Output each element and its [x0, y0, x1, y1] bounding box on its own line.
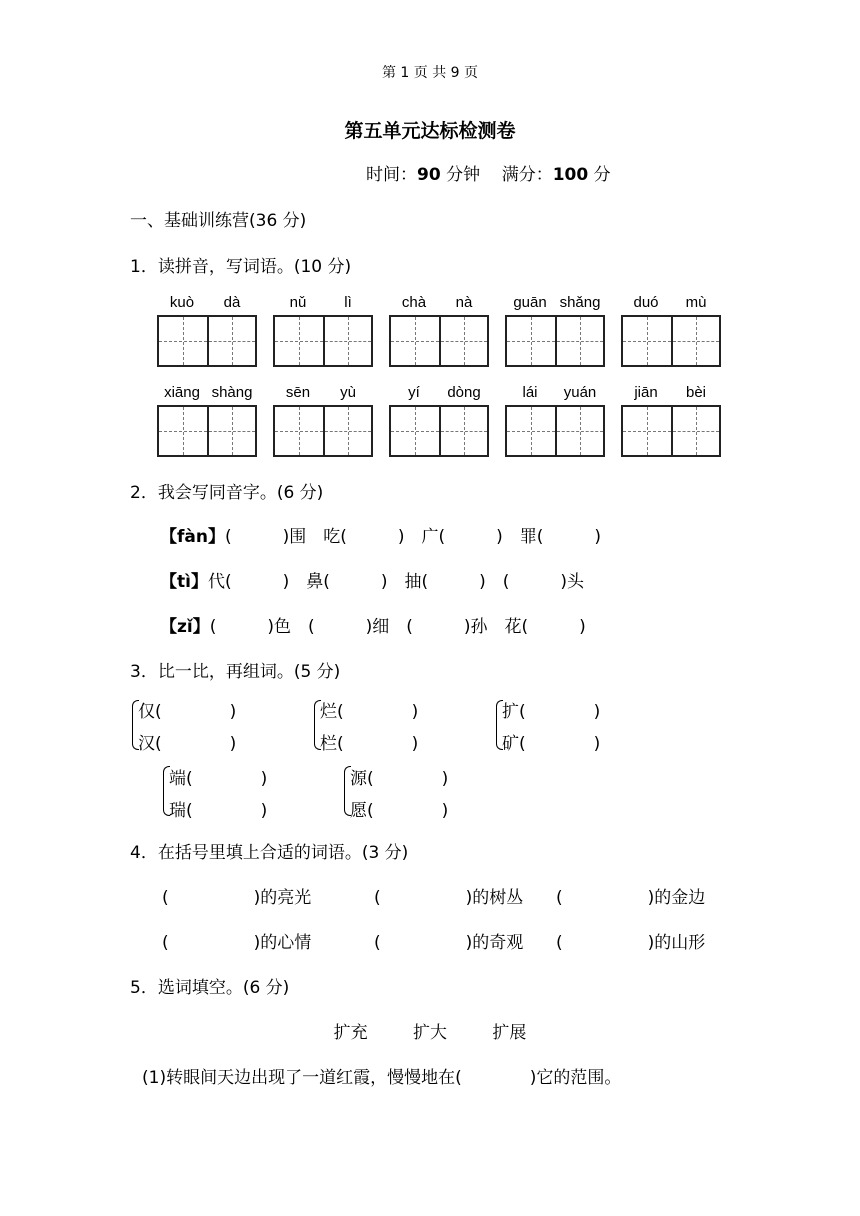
q2-label: 【fàn】: [160, 527, 225, 547]
q5-sentence-1: (1)转眼间天边出现了一道红霞，慢慢地在( )它的范围。: [142, 1068, 622, 1088]
grid-cell[interactable]: [207, 317, 255, 365]
grid-cell[interactable]: [275, 317, 323, 365]
pinyin-label: dòng: [447, 384, 481, 401]
q5-option: 扩充: [333, 1023, 368, 1043]
q2-line-fan: [160, 522, 601, 547]
q5-heading: 5．选词填空。(6 分): [130, 978, 290, 998]
q2-text: 代( ) 鼻( ) 抽( ) ( )头: [207, 572, 585, 592]
grid-cell[interactable]: [507, 317, 555, 365]
q3-item: 愿( ): [350, 801, 449, 821]
q3-item: 仅( ): [138, 702, 237, 722]
q3-item: 矿( ): [502, 734, 601, 754]
q2-label: 【tì】: [160, 572, 208, 592]
writing-grid[interactable]: [157, 315, 257, 367]
q3-item: 栏( ): [320, 734, 419, 754]
q5-options: [0, 1018, 860, 1043]
q4-item: ( )的山形: [556, 933, 706, 953]
q3-item: 烂( ): [320, 702, 419, 722]
writing-grid[interactable]: [389, 315, 489, 367]
score-label: 满分：: [501, 165, 553, 185]
q3-heading: 3．比一比，再组词。(5 分): [130, 662, 341, 682]
writing-grid[interactable]: [157, 405, 257, 457]
q3-item: 瑞( ): [169, 801, 268, 821]
grid-cell[interactable]: [207, 407, 255, 455]
grid-cell[interactable]: [671, 317, 719, 365]
time-value: 90: [417, 165, 441, 185]
part1-heading: 一、基础训练营(36 分): [130, 211, 307, 231]
time-label: 时间：: [366, 165, 417, 185]
q4-item: ( )的金边: [556, 888, 706, 908]
q4-heading: 4．在括号里填上合适的词语。(3 分): [130, 843, 409, 863]
q5-option: 扩展: [492, 1023, 527, 1043]
grid-cell[interactable]: [555, 317, 603, 365]
grid-cell[interactable]: [623, 317, 671, 365]
pinyin-label: nǔ: [289, 294, 307, 311]
pinyin-label: nà: [455, 294, 473, 311]
score-unit: 分: [593, 165, 611, 185]
writing-grid[interactable]: [273, 405, 373, 457]
q2-line-ti: [160, 567, 584, 592]
pinyin-label: lì: [344, 294, 352, 311]
grid-cell[interactable]: [159, 317, 207, 365]
pinyin-label: guān: [513, 294, 547, 311]
pinyin-label: yù: [340, 384, 356, 401]
q4-item: ( )的亮光: [162, 888, 312, 908]
grid-cell[interactable]: [439, 317, 487, 365]
q3-item: 端( ): [169, 769, 268, 789]
time-unit: 分钟: [446, 165, 481, 185]
grid-cell[interactable]: [671, 407, 719, 455]
pinyin-label: kuò: [169, 294, 195, 311]
writing-grid[interactable]: [621, 315, 721, 367]
pinyin-label: yí: [408, 384, 420, 401]
page-number: 第 1 页 共 9 页: [381, 65, 479, 81]
pinyin-label: dà: [223, 294, 241, 311]
grid-cell[interactable]: [439, 407, 487, 455]
pinyin-label: xiāng: [164, 384, 200, 401]
pinyin-label: yuán: [563, 384, 597, 401]
writing-grid[interactable]: [505, 315, 605, 367]
writing-grid[interactable]: [273, 315, 373, 367]
writing-grid[interactable]: [389, 405, 489, 457]
grid-cell[interactable]: [275, 407, 323, 455]
grid-cell[interactable]: [159, 407, 207, 455]
q3-item: 扩( ): [502, 702, 601, 722]
q3-item: 源( ): [350, 769, 449, 789]
q2-line-zi: [160, 612, 586, 637]
q4-item: ( )的奇观: [374, 933, 524, 953]
pinyin-label: jiān: [634, 384, 658, 401]
q1-heading: 1．读拼音，写词语。(10 分): [130, 257, 352, 277]
writing-grid[interactable]: [621, 405, 721, 457]
grid-cell[interactable]: [555, 407, 603, 455]
score-value: 100: [552, 165, 589, 185]
q2-heading: 2．我会写同音字。(6 分): [130, 483, 324, 503]
pinyin-label: shàng: [211, 384, 253, 401]
q2-text: ( )围 吃( ) 广( ) 罪( ): [224, 527, 602, 547]
grid-cell[interactable]: [391, 407, 439, 455]
grid-cell[interactable]: [391, 317, 439, 365]
pinyin-label: chà: [401, 294, 427, 311]
q3-item: 汉( ): [138, 734, 237, 754]
pinyin-label: sēn: [285, 384, 311, 401]
pinyin-label: shǎng: [559, 294, 601, 311]
writing-grid[interactable]: [505, 405, 605, 457]
grid-cell[interactable]: [323, 317, 371, 365]
pinyin-label: bèi: [685, 384, 707, 401]
pinyin-label: mù: [685, 294, 707, 311]
pinyin-label: lái: [522, 384, 538, 401]
grid-cell[interactable]: [623, 407, 671, 455]
grid-cell[interactable]: [507, 407, 555, 455]
q4-item: ( )的树丛: [374, 888, 524, 908]
page-title: 第五单元达标检测卷: [344, 120, 516, 142]
q4-item: ( )的心情: [162, 933, 312, 953]
q2-label: 【zǐ】: [160, 617, 210, 637]
grid-cell[interactable]: [323, 407, 371, 455]
q5-option: 扩大: [413, 1023, 447, 1043]
pinyin-label: duó: [633, 294, 659, 311]
q2-text: ( )色 ( )细 ( )孙 花( ): [209, 617, 586, 637]
time-score-line: [366, 160, 611, 185]
